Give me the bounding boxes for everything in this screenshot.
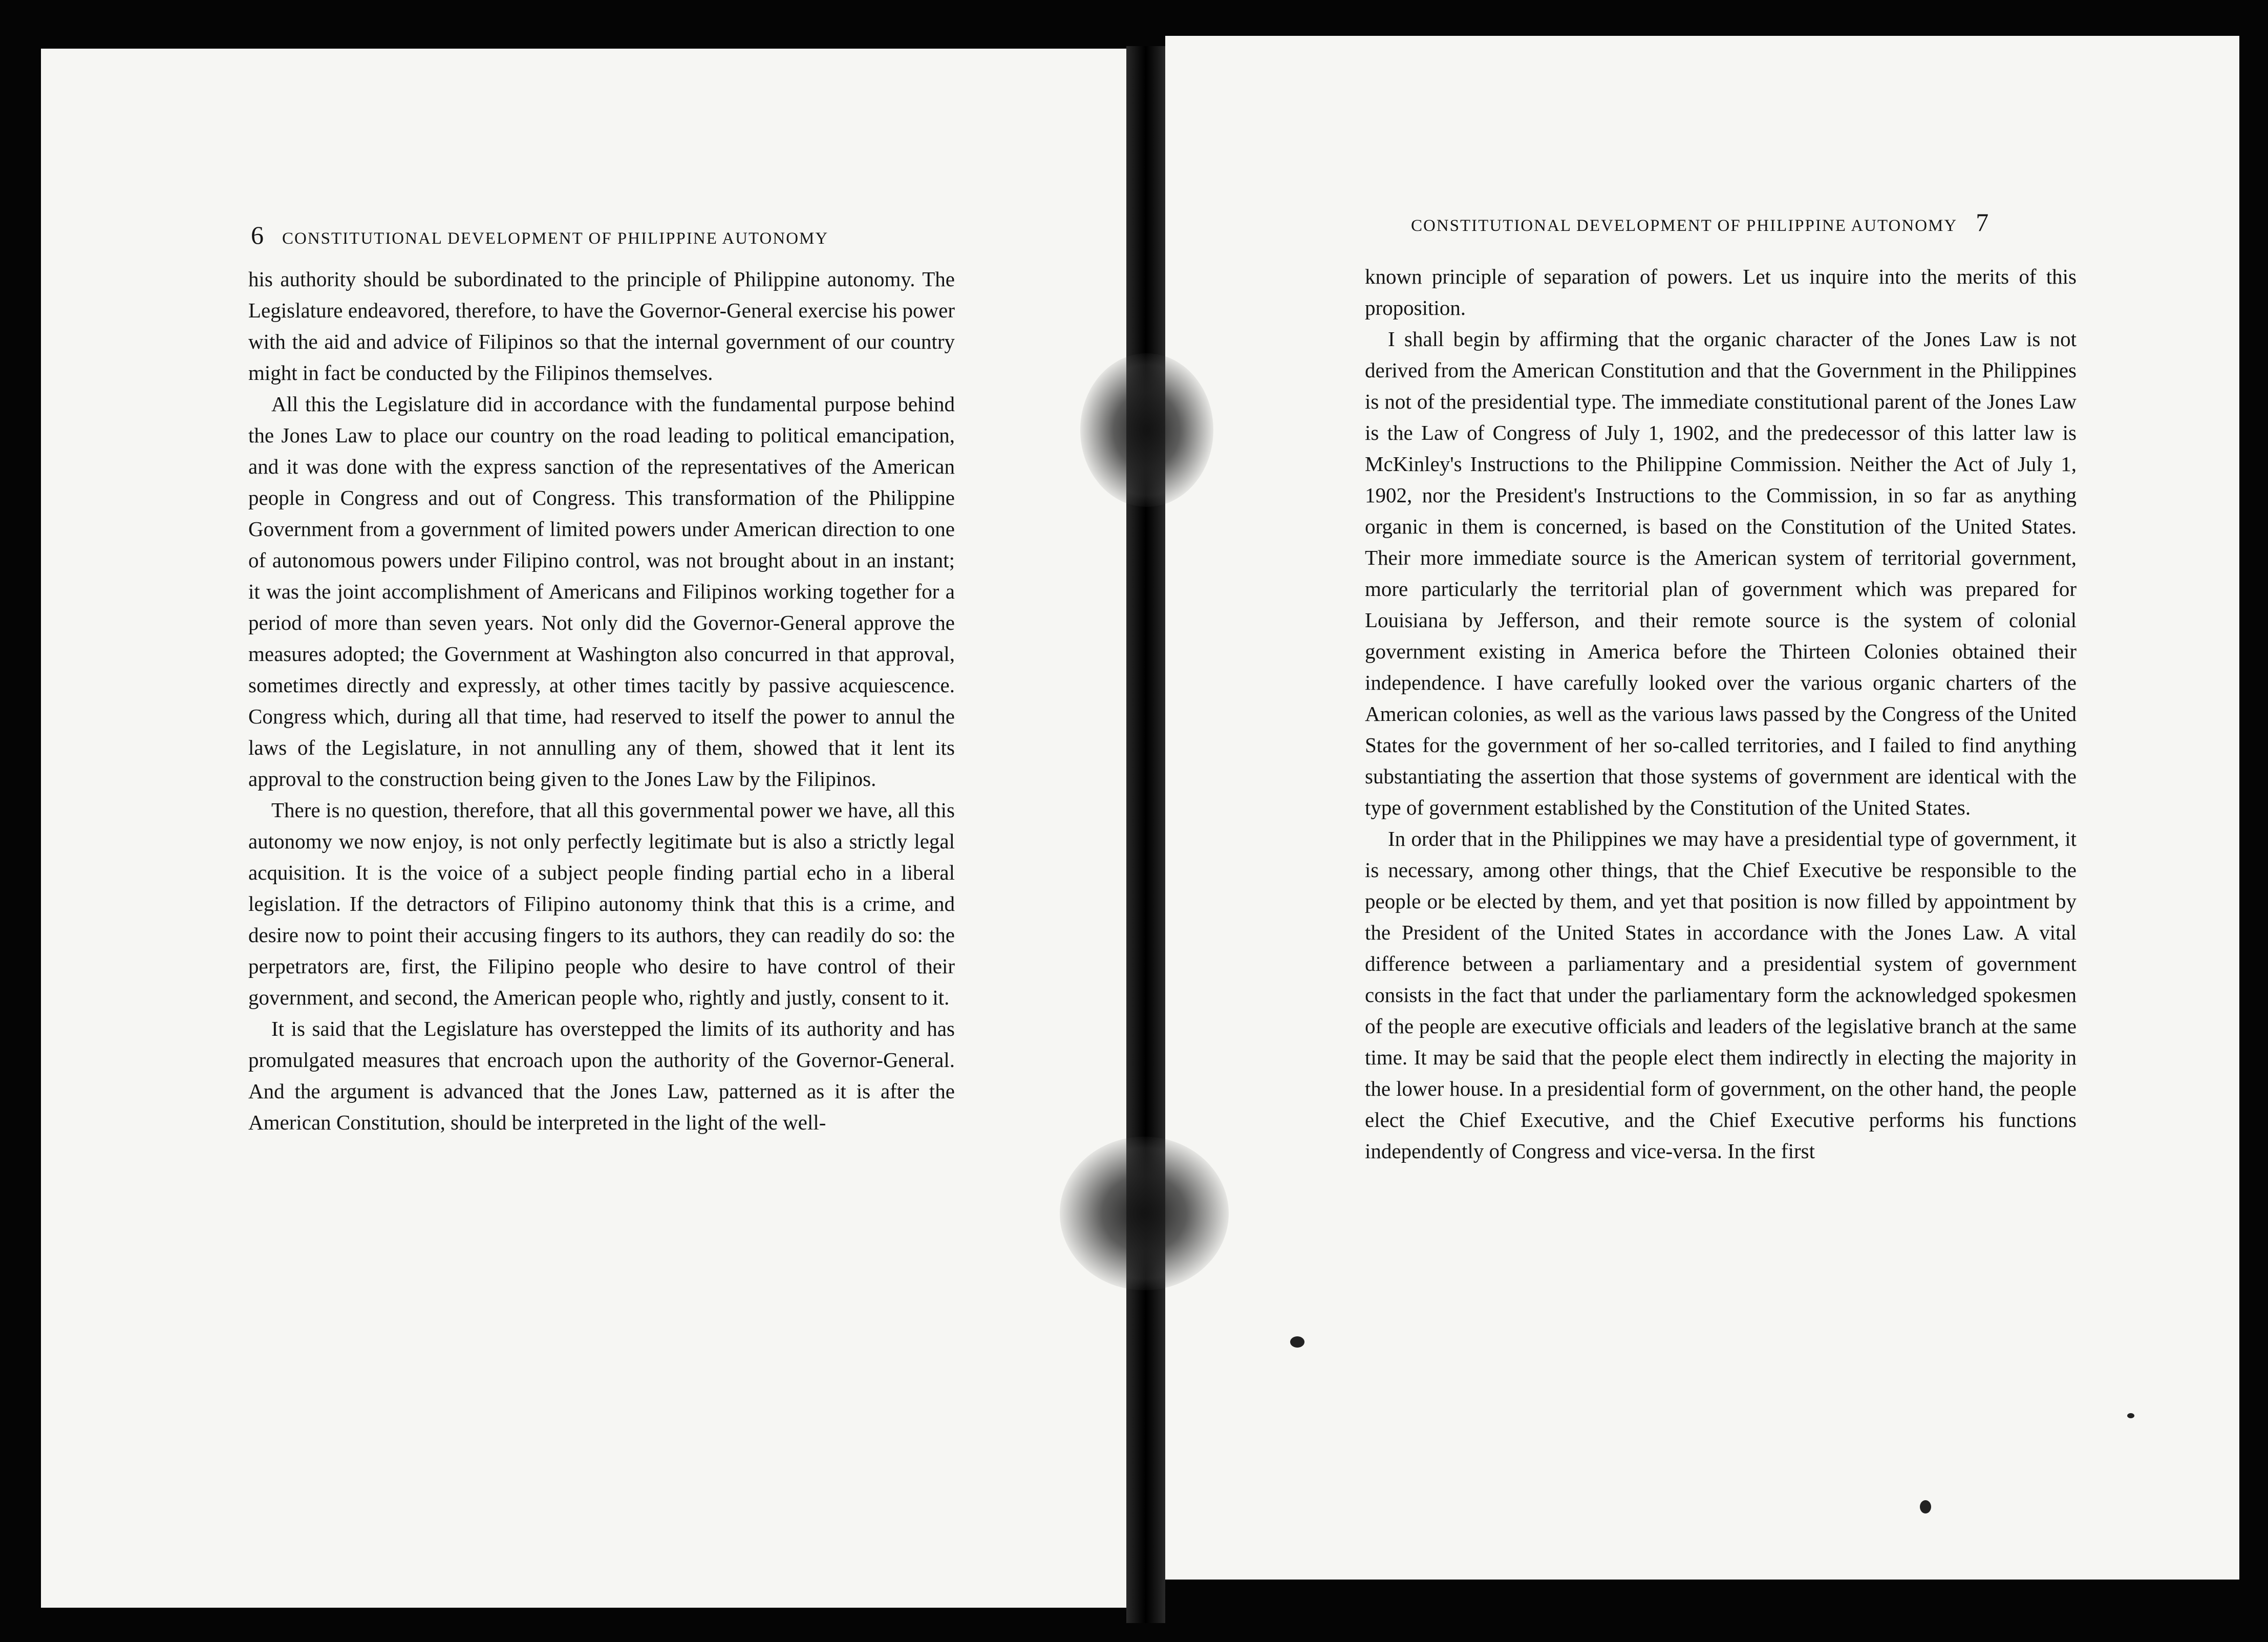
left-paragraph: his authority should be subordinated to the principle of Philippine autonomy. The Legislature endeavored, therefore, to have the Governor-General exercise his power with the aid and advice of Filipinos so that the internal government of our country might in fact be conducted by the Filipinos themselves. — [248, 267, 955, 385]
right-page-number: 7 — [1976, 208, 1989, 237]
left-paragraph: All this the Legislature did in accordance with the fundamental purpose behind the Jones Law to place our country on the road leading to political emancipation, and it was done with the express sanction of the representatives of the American people in Congress and out of Congress. This transformation of the Philippine Government from a government of limited powers under American direction to one of autonomous powers under Filipino control, was not brought about in an instant; it was the joint accomplishment of Americans and Filipinos working together for a period of more than seven years. Not only did the Governor-General approve the measures adopted; the Government at Washington also concurred in that approval, sometimes directly and expressly, at other times tacitly by passive acquiescence. Congress which, during all that time, had reserved to itself the power to annul the laws of the Legislature, in not annulling any of them, showed that it lent its approval to the construction being given to the Jones Law by the Filipinos. — [248, 392, 955, 791]
right-paragraph: I shall begin by affirming that the organic character of the Jones Law is not derived from the American Constitution and that the Government in the Philippines is not of the presidential type. The immediate constitutional parent of the Jones Law is the Law of Congress of July 1, 1902, and the predecessor of this latter law is McKinley's Instructions to the Philippine Commission. Neither the Act of July 1, 1902, nor the President's Instructions to the Commission, in so far as anything organic in them is concerned, is based on the Constitution of the United States. Their more immediate source is the American system of territorial government, more particularly the territorial plan of government which was prepared for Louisiana by Jefferson, and their remote source is the system of colonial government existing in America before the Thirteen Colonies obtained their independence. I have carefully looked over the various organic charters of the American colonies, as well as the various laws passed by the Congress of the United States for the government of her so-called territories, and I failed to find anything substantiating the assertion that those systems of government are identical with the type of government established by the Constitution of the United States. — [1365, 327, 2077, 819]
right-paragraph: known principle of separation of powers. Let us inquire into the merits of this proposition. — [1365, 265, 2077, 319]
right-body-text — [1365, 261, 2077, 1167]
ink-speck — [1920, 1500, 1931, 1513]
ink-blot — [1060, 1137, 1229, 1290]
ink-speck — [2127, 1413, 2134, 1418]
left-page — [41, 49, 1126, 1608]
right-running-head — [1411, 207, 1988, 237]
left-running-head — [251, 220, 828, 250]
left-page-number: 6 — [251, 221, 264, 249]
ink-blot — [1080, 353, 1213, 507]
left-body-text — [248, 264, 955, 1138]
book-gutter — [1126, 46, 1165, 1623]
ink-speck — [1290, 1336, 1304, 1348]
left-paragraph: It is said that the Legislature has overstepped the limits of its authority and has promulgated measures that encroach upon the authority of the Governor-General. And the argument is advanced that the Jones Law, patterned as it is after the American Constitution, should be interpreted in the light of the well- — [248, 1017, 955, 1134]
left-running-title: CONSTITUTIONAL DEVELOPMENT OF PHILIPPINE AUTONOMY — [282, 229, 829, 248]
left-paragraph: There is no question, therefore, that all this governmental power we have, all this autonomy we now enjoy, is not only perfectly legitimate but is also a strictly legal acquisition. It is the voice of a subject people finding partial echo in a liberal legislation. If the detractors of Filipino autonomy think that this is a crime, and desire now to point their accusing fingers to its authors, they can readily do so: the perpetrators are, first, the Filipino people who desire to have control of their government, and second, the American people who, rightly and justly, consent to it. — [248, 798, 955, 1009]
right-page — [1165, 36, 2239, 1580]
right-running-title: CONSTITUTIONAL DEVELOPMENT OF PHILIPPINE AUTONOMY — [1411, 217, 1958, 235]
right-paragraph: In order that in the Philippines we may have a presidential type of government, it is necessary, among other things, that the Chief Executive be responsible to the people or be elected by them, and yet that position is now filled by appointment by the President of the United States in accordance with the Jones Law. A vital difference between a parliamentary and a presidential system of government consists in the fact that under the parliamentary form the acknowledged spokesmen of the people are executive officials and leaders of the legislative branch at the same time. It may be said that the people elect them indirectly in electing the majority in the lower house. In a presidential form of government, on the other hand, the people elect the Chief Executive, and the Chief Executive performs his functions independently of Congress and vice-versa. In the first — [1365, 827, 2077, 1163]
